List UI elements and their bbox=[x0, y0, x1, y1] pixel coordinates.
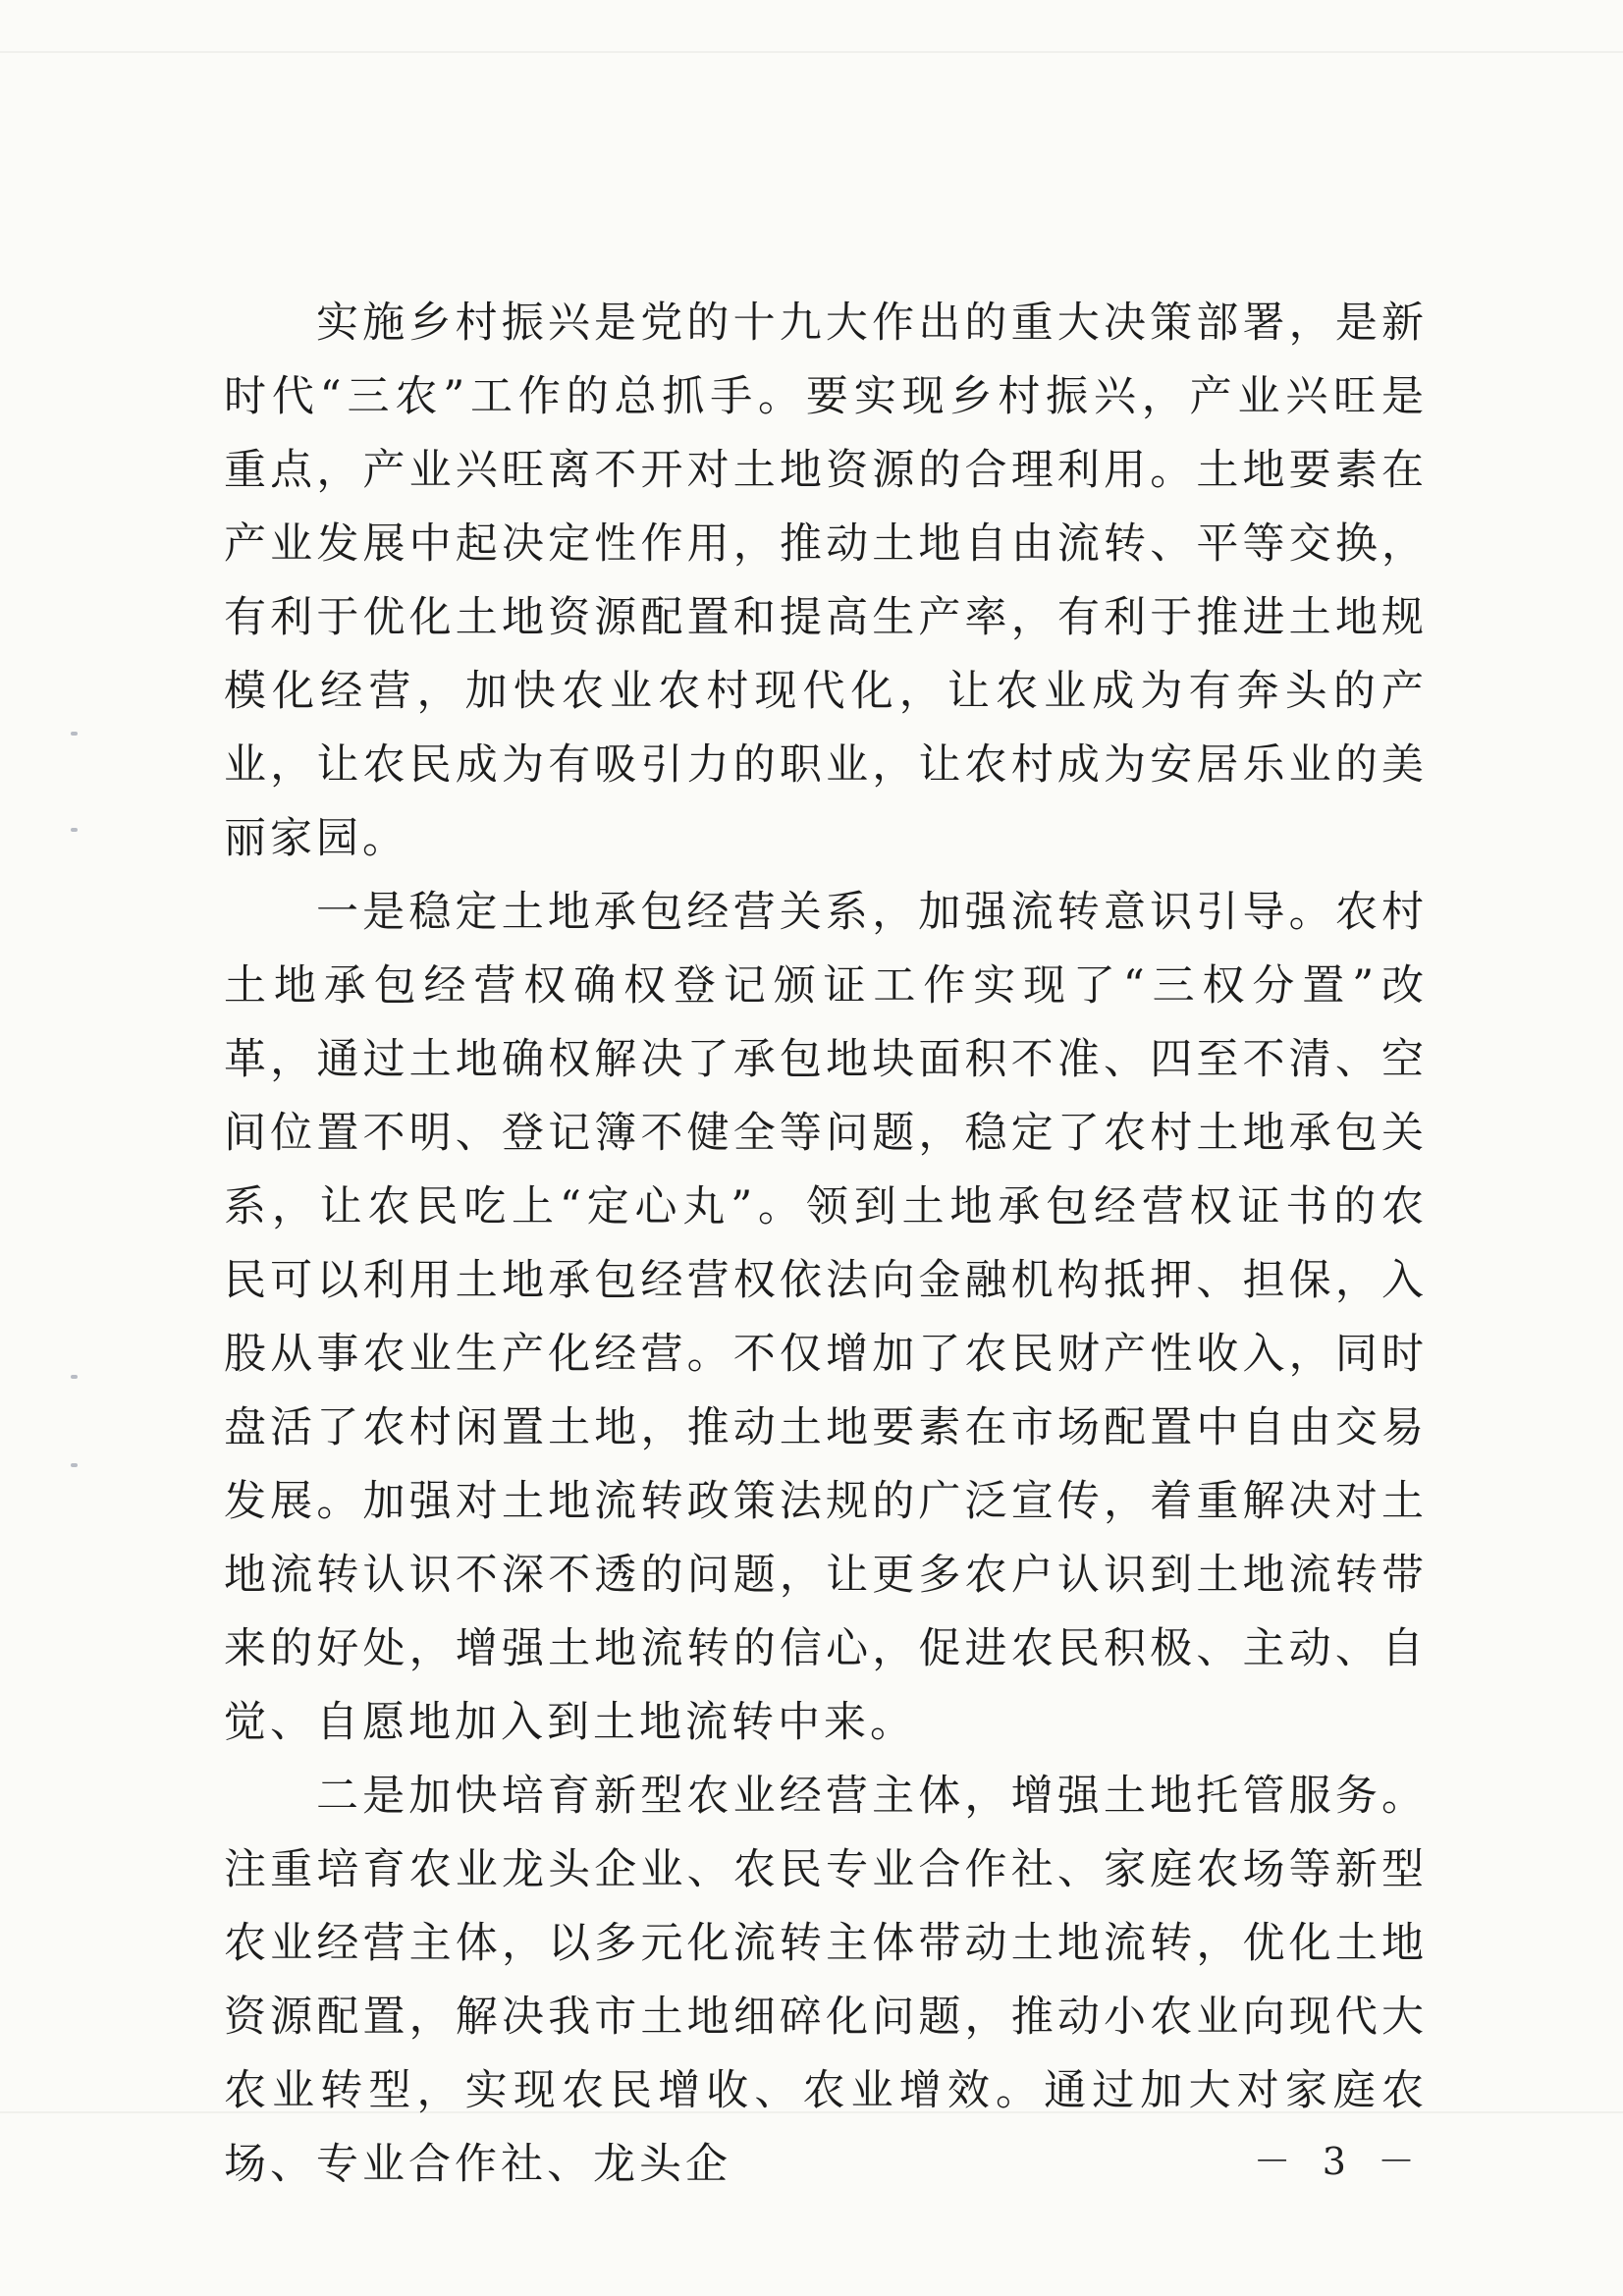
binding-hole-mark bbox=[71, 1463, 78, 1467]
paragraph-point-two: 二是加快培育新型农业经营主体，增强土地托管服务。注重培育农业龙头企业、农民专业合作社、家庭农场等新型农业经营主体，以多元化流转主体带动土地流转，优化土地资源配置，解决我市土地细碎化问题，推动小农业向现代大农业转型，实现农民增收、农业增效。通过加大对家庭农场、专业合作社、龙头企 bbox=[224, 1772, 1428, 2189]
scan-edge-top bbox=[0, 51, 1623, 53]
binding-hole-mark bbox=[71, 732, 78, 736]
paragraph-intro: 实施乡村振兴是党的十九大作出的重大决策部署，是新时代“三农”工作的总抓手。要实现乡村振兴，产业兴旺是重点，产业兴旺离不开对土地资源的合理利用。土地要素在产业发展中起决定性作用，推动土地自由流转、平等交换，有利于优化土地资源配置和提高生产率，有利于推进土地规模化经营，加快农业农村现代化，让农业成为有奔头的产业，让农民成为有吸引力的职业，让农村成为安居乐业的美丽家园。 bbox=[224, 299, 1428, 863]
binding-hole-mark bbox=[71, 1375, 78, 1379]
body-text bbox=[224, 287, 1428, 2202]
page-number: － 3 － bbox=[1253, 2140, 1425, 2183]
paragraph-point-one: 一是稳定土地承包经营关系，加强流转意识引导。农村土地承包经营权确权登记颁证工作实现了“三权分置”改革，通过土地确权解决了承包地块面积不准、四至不清、空间位置不明、登记簿不健全等问题，稳定了农村土地承包关系，让农民吃上“定心丸”。领到土地承包经营权证书的农民可以利用土地承包经营权依法向金融机构抵押、担保，入股从事农业生产化经营。不仅增加了农民财产性收入，同时盘活了农村闲置土地，推动土地要素在市场配置中自由交易发展。加强对土地流转政策法规的广泛宣传，着重解决对土地流转认识不深不透的问题，让更多农户认识到土地流转带来的好处，增强土地流转的信心，促进农民积极、主动、自觉、自愿地加入到土地流转中来。 bbox=[224, 888, 1428, 1747]
binding-hole-mark bbox=[71, 828, 78, 832]
